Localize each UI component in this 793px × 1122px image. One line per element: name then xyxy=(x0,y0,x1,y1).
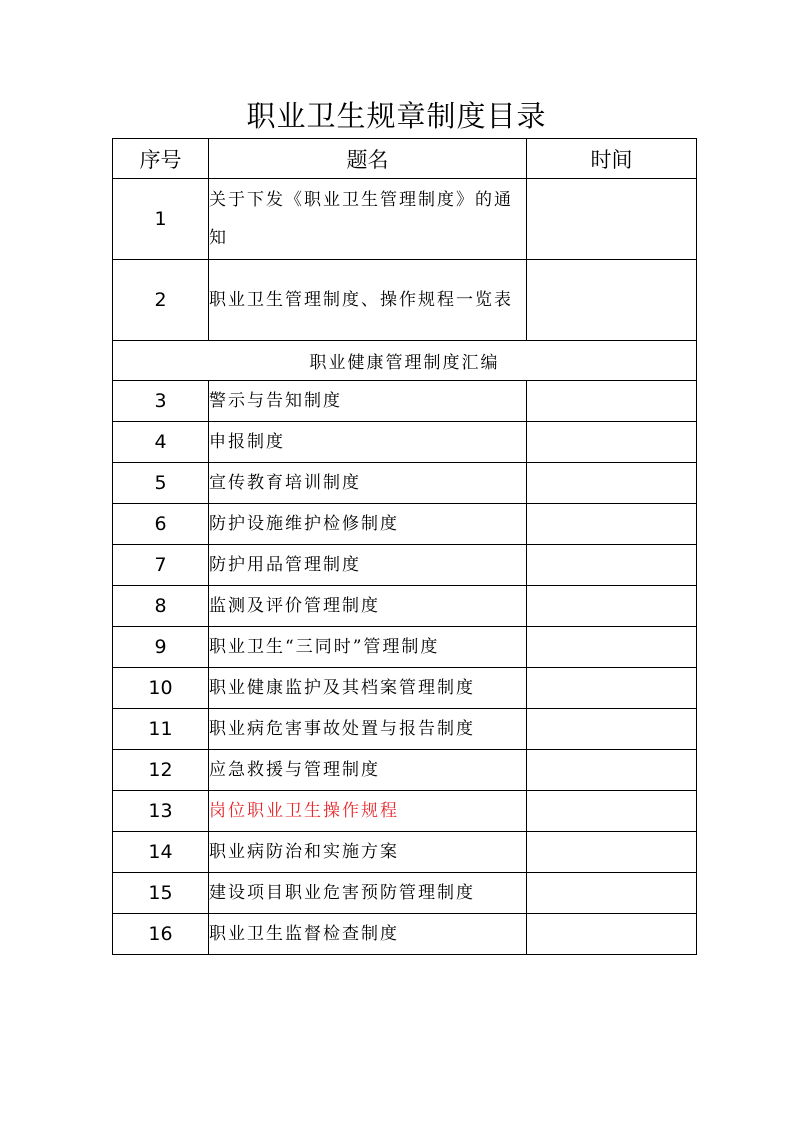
row-time xyxy=(527,791,697,832)
table-row xyxy=(113,873,697,914)
row-time xyxy=(527,750,697,791)
row-title: 职业卫生“三同时”管理制度 xyxy=(209,627,527,668)
row-title: 防护设施维护检修制度 xyxy=(209,504,527,545)
row-number: 4 xyxy=(113,422,209,463)
row-number: 15 xyxy=(113,873,209,914)
table-row xyxy=(113,381,697,422)
row-time xyxy=(527,832,697,873)
row-title: 宣传教育培训制度 xyxy=(209,463,527,504)
row-number: 9 xyxy=(113,627,209,668)
row-number: 8 xyxy=(113,586,209,627)
row-number: 16 xyxy=(113,914,209,955)
row-time xyxy=(527,668,697,709)
table-row xyxy=(113,914,697,955)
row-title: 警示与告知制度 xyxy=(209,381,527,422)
row-number: 14 xyxy=(113,832,209,873)
section-title: 职业健康管理制度汇编 xyxy=(113,341,697,381)
row-title: 监测及评价管理制度 xyxy=(209,586,527,627)
row-title-highlighted: 岗位职业卫生操作规程 xyxy=(209,791,527,832)
row-time xyxy=(527,463,697,504)
row-title: 应急救援与管理制度 xyxy=(209,750,527,791)
table-row xyxy=(113,791,697,832)
row-time xyxy=(527,873,697,914)
table-row xyxy=(113,504,697,545)
row-time xyxy=(527,422,697,463)
row-title: 职业卫生监督检查制度 xyxy=(209,914,527,955)
row-time xyxy=(527,504,697,545)
row-title: 职业卫生管理制度、操作规程一览表 xyxy=(209,260,527,341)
row-time xyxy=(527,260,697,341)
table-row xyxy=(113,668,697,709)
row-time xyxy=(527,709,697,750)
row-number: 3 xyxy=(113,381,209,422)
section-row xyxy=(113,341,697,381)
catalog-table xyxy=(112,138,697,955)
row-time xyxy=(527,545,697,586)
row-time xyxy=(527,586,697,627)
row-number: 10 xyxy=(113,668,209,709)
row-time xyxy=(527,179,697,260)
row-title: 申报制度 xyxy=(209,422,527,463)
row-title: 职业健康监护及其档案管理制度 xyxy=(209,668,527,709)
table-row xyxy=(113,179,697,260)
table-row xyxy=(113,627,697,668)
row-number: 13 xyxy=(113,791,209,832)
row-number: 5 xyxy=(113,463,209,504)
header-time: 时间 xyxy=(527,139,697,179)
table-row xyxy=(113,709,697,750)
row-title: 防护用品管理制度 xyxy=(209,545,527,586)
table-row xyxy=(113,832,697,873)
row-time xyxy=(527,381,697,422)
row-number: 2 xyxy=(113,260,209,341)
page-title: 职业卫生规章制度目录 xyxy=(246,99,547,133)
row-number: 7 xyxy=(113,545,209,586)
table-row xyxy=(113,586,697,627)
row-time xyxy=(527,627,697,668)
row-number: 12 xyxy=(113,750,209,791)
row-title: 建设项目职业危害预防管理制度 xyxy=(209,873,527,914)
row-number: 6 xyxy=(113,504,209,545)
header-number: 序号 xyxy=(113,139,209,179)
row-title: 职业病危害事故处置与报告制度 xyxy=(209,709,527,750)
row-number: 1 xyxy=(113,179,209,260)
table-row xyxy=(113,750,697,791)
table-header-row xyxy=(113,139,697,179)
table-row xyxy=(113,463,697,504)
table-row xyxy=(113,260,697,341)
table-row xyxy=(113,545,697,586)
row-number: 11 xyxy=(113,709,209,750)
row-time xyxy=(527,914,697,955)
row-title: 关于下发《职业卫生管理制度》的通知 xyxy=(209,179,527,260)
table-row xyxy=(113,422,697,463)
header-title: 题名 xyxy=(209,139,527,179)
row-title: 职业病防治和实施方案 xyxy=(209,832,527,873)
